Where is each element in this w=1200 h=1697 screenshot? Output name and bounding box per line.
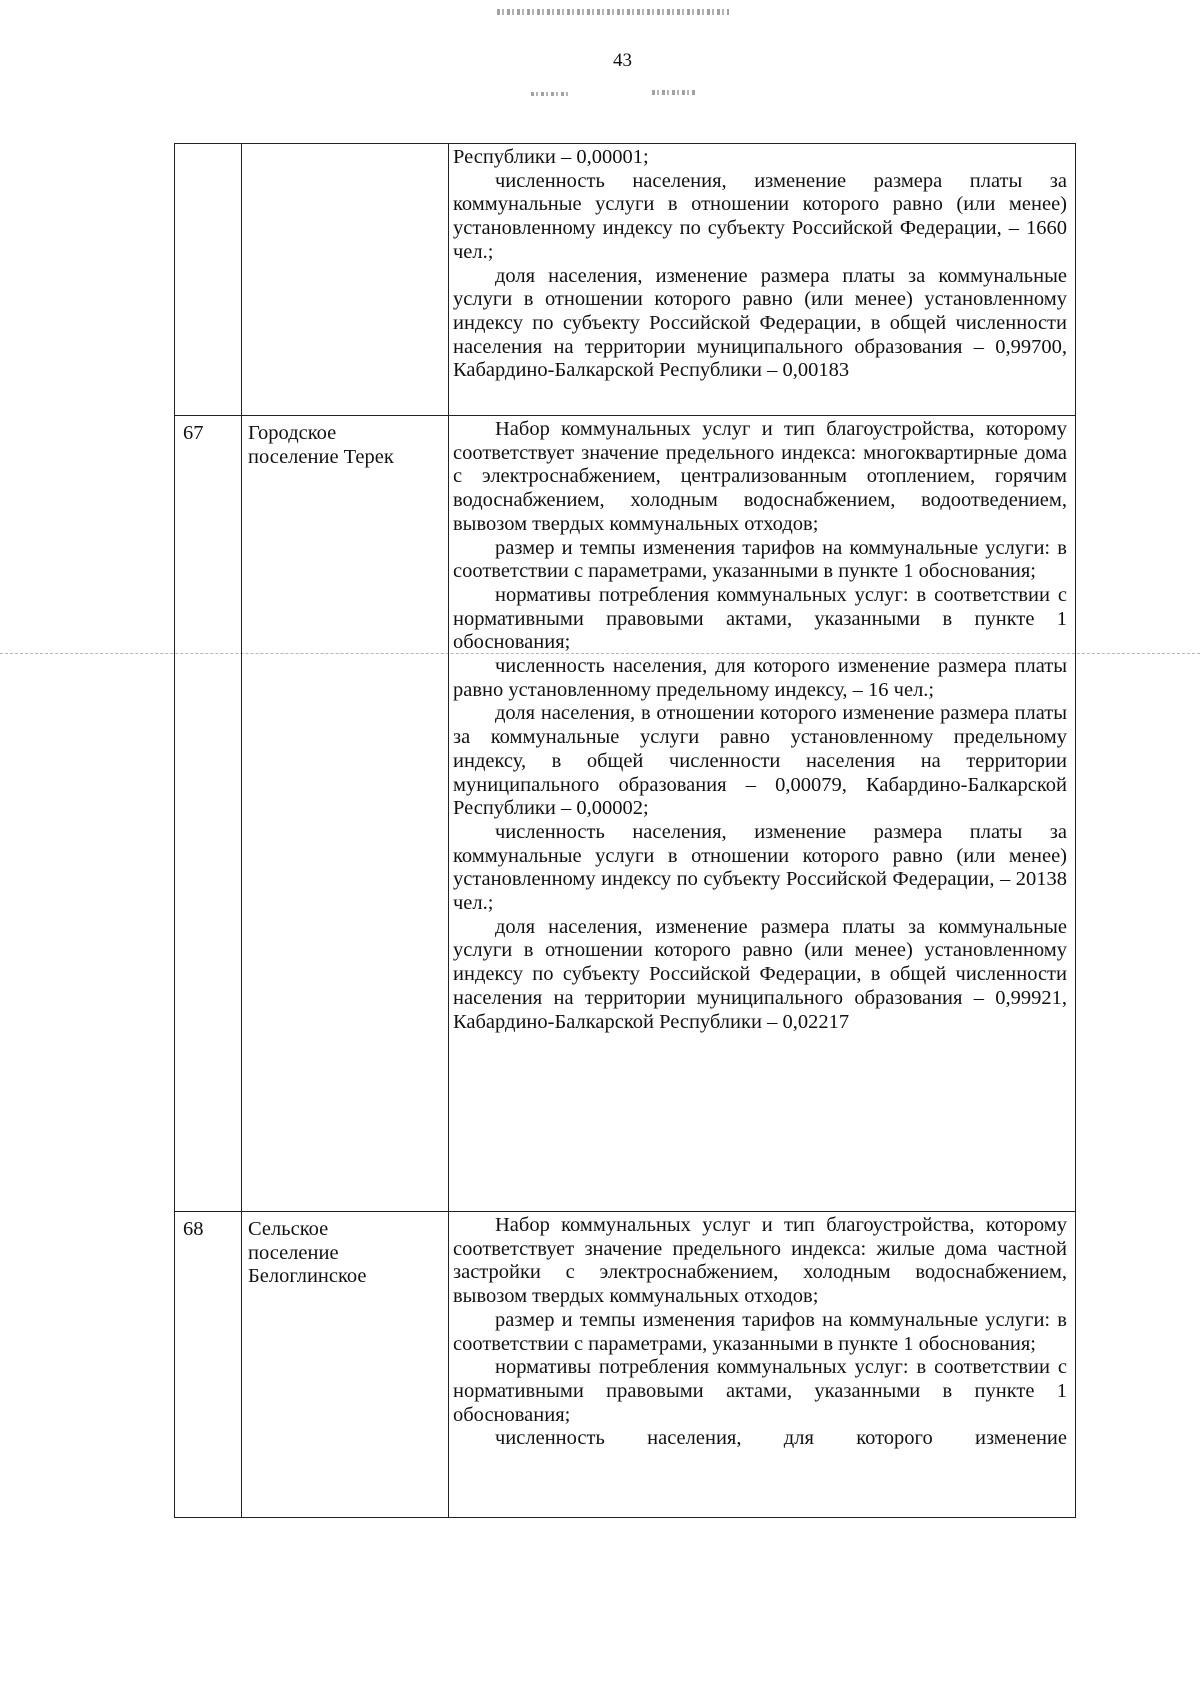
municipality-name-line: поселение <box>248 1241 339 1264</box>
description-paragraph: доля населения, изменение размера платы за коммунальные услуги в отношении которого равно (или менее) установленному индексу по субъекту Российской Федерации, в общей численности населения на территории муниципального образования – 0,99921, Кабардино-Балкарской Республики – 0,02217 <box>453 915 1067 1033</box>
row-description <box>449 1212 1076 1518</box>
municipality-name-line: Белоглинское <box>248 1265 367 1288</box>
description-paragraph: Набор коммунальных услуг и тип благоустройства, которому соответствует значение предельного индекса: многоквартирные дома с электроснабжением, централизованным отоплением, горячим водоснабжением, холодным водоснабжением, водоотведением, вывозом твердых коммунальных отходов; <box>453 418 1067 535</box>
description-paragraph: численность населения, для которого изменение размера платы равно установленному предельному индексу, – 16 чел.; <box>453 655 1067 701</box>
description-paragraph: доля населения, в отношении которого изменение размера платы за коммунальные услуги равно установленному предельному индексу, в общей численности населения на территории муниципального образования – 0,00079, Кабардино-Балкарской Республики – 0,00002; <box>453 702 1067 820</box>
scan-artifact-right <box>652 90 697 95</box>
description-paragraph: размер и темпы изменения тарифов на коммунальные услуги: в соответствии с параметрами, указанными в пункте 1 обоснования; <box>453 536 1067 583</box>
description-paragraph: Набор коммунальных услуг и тип благоустройства, которому соответствует значение предельного индекса: жилые дома частной застройки с электроснабжением, холодным водоснабжением, вывозом твердых коммунальных отходов; <box>453 1214 1067 1308</box>
municipality-name-line: Сельское <box>248 1218 329 1240</box>
description-paragraph: нормативы потребления коммунальных услуг: в соответствии с нормативными правовыми актами, указанными в пункте 1 обоснования; <box>453 583 1067 654</box>
row-number <box>175 144 242 416</box>
description-paragraph: размер и темпы изменения тарифов на коммунальные услуги: в соответствии с параметрами, указанными в пункте 1 обоснования; <box>453 1308 1067 1355</box>
table-row <box>175 1212 1076 1518</box>
municipality-name <box>242 1212 449 1518</box>
page-number: 43 <box>613 50 632 71</box>
municipality-name <box>242 144 449 416</box>
scan-artifact-top <box>497 9 729 15</box>
municipality-name-line: Городское <box>248 422 337 444</box>
table-row <box>175 416 1076 1212</box>
tariff-table <box>174 143 1076 1518</box>
municipality-name-line: поселение Терек <box>248 445 394 468</box>
scan-artifact-left <box>531 92 569 96</box>
municipality-name <box>242 416 449 1212</box>
description-paragraph: численность населения, изменение размера платы за коммунальные услуги в отношении которого равно (или менее) установленному индексу по субъекту Российской Федерации, – 20138 чел.; <box>453 820 1067 915</box>
description-paragraph: нормативы потребления коммунальных услуг: в соответствии с нормативными правовыми актами, указанными в пункте 1 обоснования; <box>453 1356 1067 1426</box>
description-paragraph: Республики – 0,00001; <box>453 146 649 168</box>
row-description <box>449 416 1076 1212</box>
row-number: 67 <box>175 416 242 1212</box>
row-number: 68 <box>175 1212 242 1518</box>
description-paragraph: численность населения, изменение размера платы за коммунальные услуги в отношении которого равно (или менее) установленному индексу по субъекту Российской Федерации, – 1660 чел.; <box>453 169 1067 263</box>
description-paragraph: численность населения, для которого изменение <box>495 1427 1067 1450</box>
description-paragraph: доля населения, изменение размера платы за коммунальные услуги в отношении которого равно (или менее) установленному индексу по субъекту Российской Федерации, в общей численности населения на территории муниципального образования – 0,99700, Кабардино-Балкарской Республики – 0,00183 <box>453 264 1067 382</box>
row-description <box>449 144 1076 416</box>
table-row <box>175 144 1076 416</box>
